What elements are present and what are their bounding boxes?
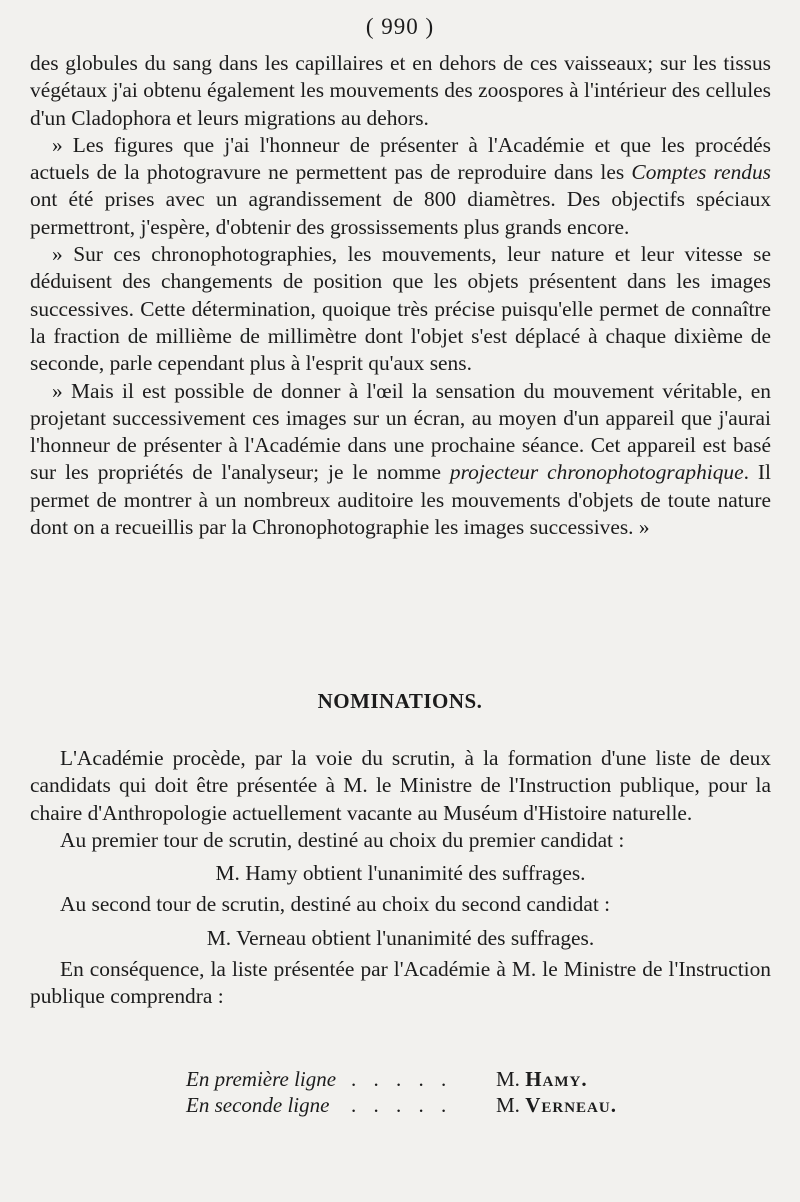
nominations-intro: L'Académie procède, par la voie du scrutin, à la formation d'une liste de deux candidats qui doit être présentée à M. le Ministre de l'Instruction publique, pour la chaire d'Anthropologie actuellement vacante au Muséum d'Histoire naturelle.	[30, 746, 771, 825]
list-item	[186, 1092, 746, 1118]
list-item	[186, 1066, 746, 1092]
first-round: Au premier tour de scrutin, destiné au choix du premier candidat :	[60, 827, 625, 852]
candidate-list	[186, 1066, 746, 1118]
nominations-section	[30, 745, 771, 1011]
name-surname: Verneau.	[525, 1093, 617, 1117]
candidate-name	[496, 1066, 588, 1092]
second-round: Au second tour de scrutin, destiné au choix du second candidat :	[60, 892, 611, 917]
body-text	[30, 50, 771, 541]
paragraph-text: ont été prises avec un agrandissement de 800 diamètres. Des objectifs spéciaux permettront, j'espère, d'obtenir des grossissements plus grands encore.	[30, 187, 771, 239]
italic-projecteur: projecteur chronophotographique	[449, 460, 744, 485]
paragraph-figures	[30, 132, 771, 241]
paragraph-projector	[30, 378, 771, 542]
paragraph-text: » Mais il est possible de donner à l'œil la sensation du mouvement véritable, en projetant successivement ces images sur un écran, au moyen d'un appareil que j'aurai l'honneur de présenter à l'Académie dans une prochaine séance. Cet appareil est basé sur les propriétés de l'analyseur; je le nomme	[30, 378, 771, 485]
italic-comptes-rendus: Comptes rendus	[631, 160, 771, 185]
paragraph-capillaries: des globules du sang dans les capillaires et en dehors de ces vaisseaux; sur les tissus végétaux j'ai obtenu également les mouvements des zoospores à l'intérieur des cellules d'un Cladophora et leurs migrations au dehors.	[30, 51, 771, 130]
page-number: ( 990 )	[365, 14, 435, 39]
name-prefix: M.	[496, 1067, 526, 1091]
paragraph-text: » Les figures que j'ai l'honneur de présenter à l'Académie et que les procédés actuels de la photogravure ne permettent pas de reproduire dans les	[30, 132, 771, 185]
conclusion: En conséquence, la liste présentée par l'Académie à M. le Ministre de l'Instruction publique comprendra :	[30, 957, 771, 1009]
section-heading: NOMINATIONS.	[317, 689, 483, 713]
candidate-name	[496, 1092, 617, 1118]
second-result: M. Verneau obtient l'unanimité des suffrages.	[206, 925, 595, 950]
list-line-label: En première ligne	[186, 1067, 337, 1091]
list-dots: . . . . .	[351, 1067, 453, 1091]
name-prefix: M.	[496, 1093, 526, 1117]
list-dots: . . . . .	[351, 1093, 453, 1117]
paragraph-chronophotographies: » Sur ces chronophotographies, les mouvements, leur nature et leur vitesse se déduisent des changements de position que les objets présentent dans les images successives. Cette détermination, quoique très précise puisqu'elle permet de connaître la fraction de millième de millimètre dont l'objet s'est déplacé à chaque dixième de seconde, parle cependant plus à l'esprit qu'aux sens.	[30, 242, 771, 376]
paragraph-text: . Il permet de montrer à un nombreux auditoire les mouvements d'objets de toute nature dont on a recueillis par la Chronophotographie les images successives. »	[30, 460, 771, 540]
first-result: M. Hamy obtient l'unanimité des suffrages.	[215, 861, 586, 886]
name-surname: Hamy.	[525, 1067, 588, 1091]
list-line-label: En seconde ligne	[186, 1093, 330, 1117]
